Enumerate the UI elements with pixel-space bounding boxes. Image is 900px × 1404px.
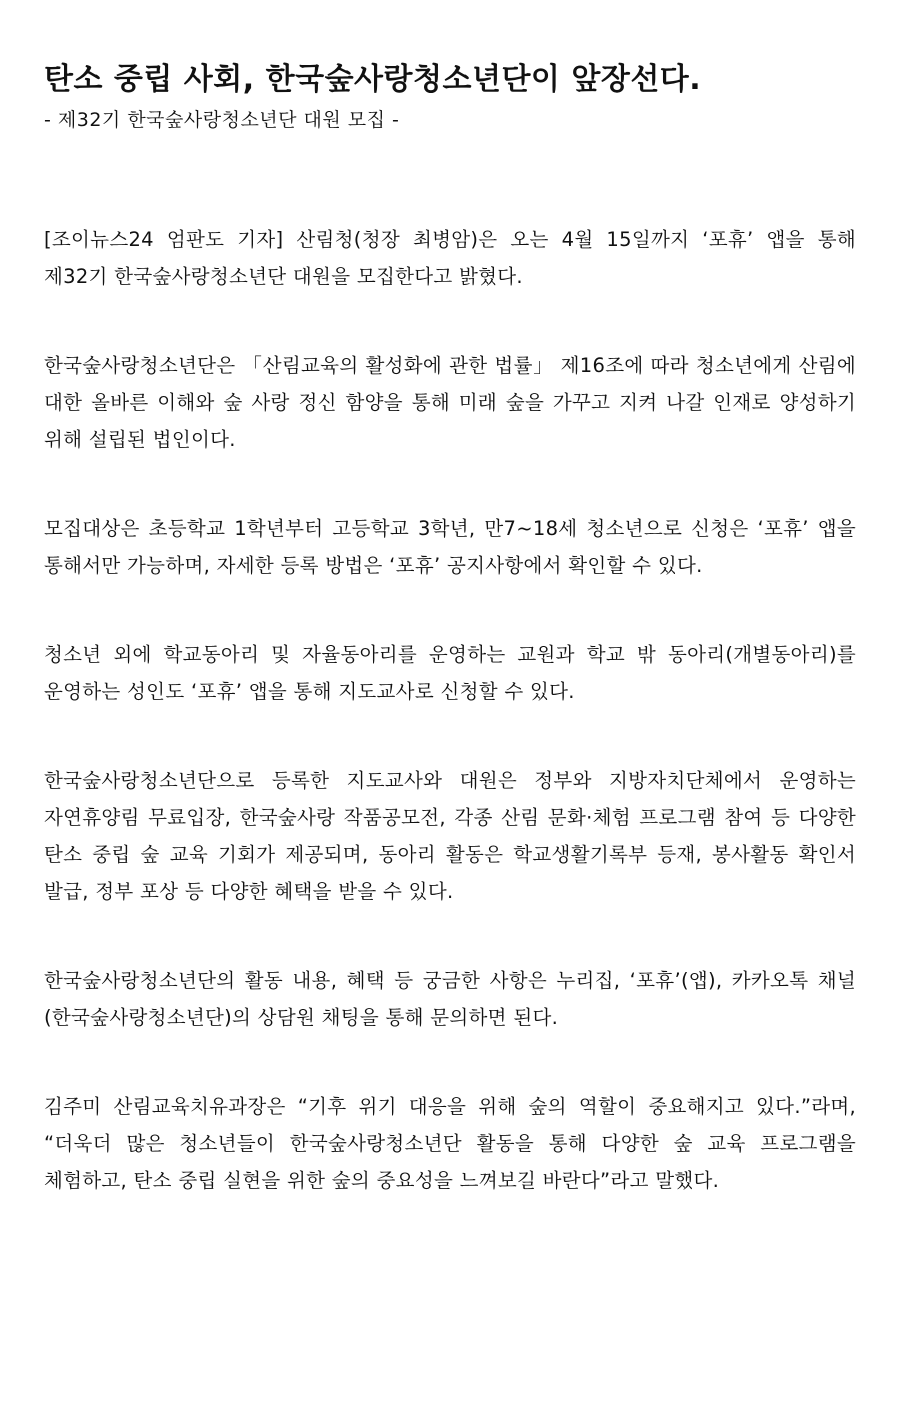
article-paragraph-1: [조이뉴스24 엄판도 기자] 산림청(청장 최병암)은 오는 4월 15일까지 ‘포휴’ 앱을 통해 제32기 한국숲사랑청소년단 대원을 모집한다고 밝혔다.	[44, 228, 856, 288]
article-body	[44, 221, 856, 1199]
article-paragraph-4: 청소년 외에 학교동아리 및 자율동아리를 운영하는 교원과 학교 밖 동아리(개별동아리)를 운영하는 성인도 ‘포휴’ 앱을 통해 지도교사로 신청할 수 있다.	[44, 643, 856, 703]
article-paragraph-2: 한국숲사랑청소년단은 「산림교육의 활성화에 관한 법률」 제16조에 따라 청소년에게 산림에 대한 올바른 이해와 숲 사랑 정신 함양을 통해 미래 숲을 가꾸고 지켜 나갈 인재로 양성하기 위해 설립된 법인이다.	[44, 354, 856, 451]
article-paragraph-6: 한국숲사랑청소년단의 활동 내용, 혜택 등 궁금한 사항은 누리집, ‘포휴’(앱), 카카오톡 채널(한국숲사랑청소년단)의 상담원 채팅을 통해 문의하면 된다.	[44, 969, 856, 1029]
article-paragraph-5: 한국숲사랑청소년단으로 등록한 지도교사와 대원은 정부와 지방자치단체에서 운영하는 자연휴양림 무료입장, 한국숲사랑 작품공모전, 각종 산림 문화·체험 프로그램 참여 등 다양한 탄소 중립 숲 교육 기회가 제공되며, 동아리 활동은 학교생활기록부 등재, 봉사활동 확인서 발급, 정부 포상 등 다양한 혜택을 받을 수 있다.	[44, 769, 856, 903]
article-headline: 탄소 중립 사회, 한국숲사랑청소년단이 앞장선다.	[44, 62, 702, 97]
article-paragraph-7: 김주미 산림교육치유과장은 “기후 위기 대응을 위해 숲의 역할이 중요해지고 있다.”라며, “더욱더 많은 청소년들이 한국숲사랑청소년단 활동을 통해 다양한 숲 교육 프로그램을 체험하고, 탄소 중립 실현을 위한 숲의 중요성을 느껴보길 바란다”라고 말했다.	[44, 1095, 856, 1192]
article-subheadline: - 제32기 한국숲사랑청소년단 대원 모집 -	[44, 109, 400, 131]
article-paragraph-3: 모집대상은 초등학교 1학년부터 고등학교 3학년, 만7~18세 청소년으로 신청은 ‘포휴’ 앱을 통해서만 가능하며, 자세한 등록 방법은 ‘포휴’ 공지사항에서 확인할 수 있다.	[44, 517, 856, 577]
